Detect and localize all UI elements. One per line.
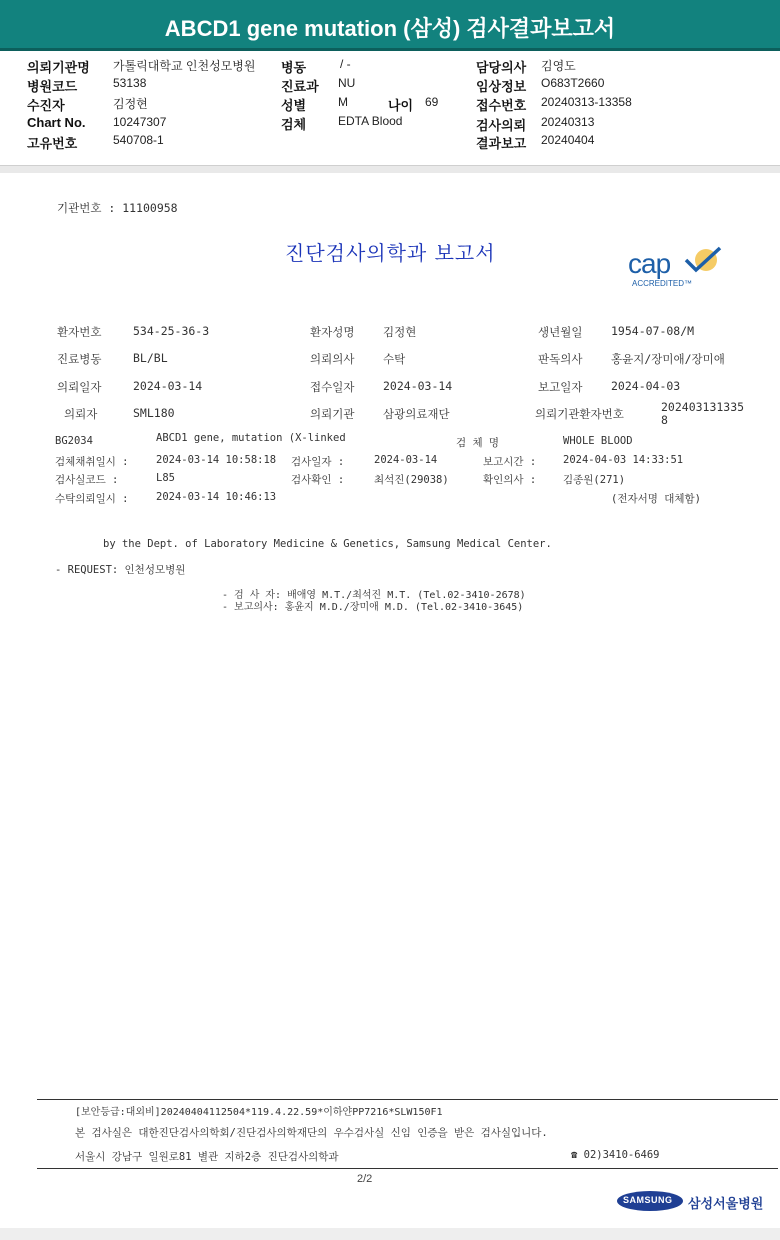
header-divider [0, 165, 780, 173]
label-ward: 병동 [281, 60, 307, 75]
value-chart-no: 10247307 [113, 115, 167, 129]
label-test-date: 검사일자 : [291, 456, 345, 468]
cap-logo-text: cap [628, 248, 671, 279]
report-title-bar [0, 0, 780, 51]
label-test-checker: 검사확인 : [291, 474, 345, 486]
value-attending-doctor: 김영도 [541, 59, 576, 73]
value-requesting-institution: 가톨릭대학교 인천성모병원 [113, 59, 256, 73]
value-sex: M [338, 95, 348, 109]
value-patient-number: 534-25-36-3 [133, 324, 210, 338]
label-sex: 성별 [281, 98, 307, 113]
value-report-date: 2024-04-03 [611, 379, 681, 393]
value-result-report: 20240404 [541, 133, 595, 147]
value-test-date: 2024-03-14 [374, 454, 438, 466]
label-requester: 의뢰자 [64, 407, 98, 421]
value-department: NU [338, 76, 356, 90]
value-patient-name: 김정현 [113, 97, 148, 111]
lab-phone: ☎ 02)3410-6469 [571, 1149, 660, 1161]
value-receipt-no: 20240313-13358 [541, 95, 632, 109]
value-age: 69 [425, 95, 439, 109]
value-org-patient-number-cont: 8 [661, 413, 668, 427]
label-clinical-info: 임상정보 [476, 79, 527, 94]
electronic-signature-note: (전자서명 대체함) [611, 493, 701, 505]
label-age: 나이 [388, 98, 414, 113]
value-reading-doctor: 홍윤지/장미애/장미애 [611, 352, 725, 366]
value-patient-fullname: 김정현 [383, 325, 417, 339]
label-lab-code: 검사실코드 : [55, 474, 119, 486]
label-receipt-no: 접수번호 [476, 98, 527, 113]
value-receipt-date: 2024-03-14 [383, 379, 453, 393]
report-header-title: ABCD1 gene mutation (삼성) 검사결과보고서 [164, 16, 616, 41]
label-birthdate: 생년월일 [538, 325, 583, 339]
value-test-checker: 최석진(29038) [374, 474, 449, 486]
value-requester: SML180 [133, 406, 175, 420]
security-stamp: [보안등급:대외비]20240404112504*119.4.22.59*이하얀PP7216*SLW150F1 [75, 1107, 443, 1118]
value-request-date: 2024-03-14 [133, 379, 203, 393]
certification-statement: 본 검사실은 대한진단검사의학회/진단검사의학재단의 우수검사실 신임 인증을 받은 검사실입니다. [75, 1127, 548, 1139]
staff-reporter-line: - 보고의사: 홍윤지 M.D./장미애 M.D. (Tel.02-3410-3645) [222, 602, 524, 613]
samsung-oval-text: SAMSUNG [623, 1195, 673, 1205]
page-bottom-band [0, 1228, 780, 1240]
label-report-date: 보고일자 [538, 380, 583, 394]
value-test-request: 20240313 [541, 115, 595, 129]
footer-bottom-divider [37, 1168, 778, 1169]
label-care-ward: 진료병동 [57, 352, 102, 366]
label-requesting-doctor: 의뢰의사 [310, 352, 355, 366]
label-patient-name: 수진자 [27, 98, 65, 113]
value-specimen: EDTA Blood [338, 114, 403, 128]
label-org-patient-number: 의뢰기관환자번호 [535, 407, 624, 421]
label-specimen: 검체 [281, 117, 307, 132]
value-confirm-doctor: 김종원(271) [563, 474, 626, 486]
label-report-time: 보고시간 : [483, 456, 537, 468]
label-unique-no: 고유번호 [27, 136, 78, 151]
footer-top-divider [37, 1099, 778, 1100]
cap-accredited-text: ACCREDITED™ [632, 279, 693, 288]
label-receipt-date: 접수일자 [310, 380, 355, 394]
value-lab-code: L85 [156, 472, 175, 484]
test-name: ABCD1 gene, mutation (X-linked [156, 432, 346, 444]
label-reading-doctor: 판독의사 [538, 352, 583, 366]
samsung-hospital-logo [617, 1190, 764, 1214]
request-line: - REQUEST: 인천성모병원 [55, 564, 186, 576]
value-care-ward: BL/BL [133, 351, 168, 365]
value-requesting-org: 삼광의료재단 [383, 407, 450, 421]
value-clinical-info: O683T2660 [541, 76, 605, 90]
label-hospital-code: 병원코드 [27, 79, 78, 94]
label-requesting-org: 의뢰기관 [310, 407, 355, 421]
test-code: BG2034 [55, 435, 93, 447]
label-attending-doctor: 담당의사 [476, 60, 527, 75]
value-requesting-doctor: 수탁 [383, 352, 406, 366]
value-specimen-name: WHOLE BLOOD [563, 435, 633, 447]
lab-address: 서울시 강남구 일원로81 별관 지하2층 진단검사의학과 [75, 1151, 339, 1163]
cap-accredited-logo [626, 246, 726, 290]
samsung-hospital-name: 삼성서울병원 [688, 1196, 764, 1211]
value-collection-time: 2024-03-14 10:58:18 [156, 454, 277, 466]
value-ward: / - [340, 57, 351, 71]
by-line: by the Dept. of Laboratory Medicine & Genetics, Samsung Medical Center. [103, 538, 552, 550]
label-patient-number: 환자번호 [57, 325, 102, 339]
label-consignment-time: 수탁의뢰일시 : [55, 493, 129, 505]
label-requesting-institution: 의뢰기관명 [27, 60, 90, 75]
value-birthdate: 1954-07-08/M [611, 324, 695, 338]
label-specimen-name: 검 체 명 [456, 437, 500, 449]
label-test-request: 검사의뢰 [476, 118, 527, 133]
value-consignment-time: 2024-03-14 10:46:13 [156, 491, 277, 503]
value-hospital-code: 53138 [113, 76, 147, 90]
label-collection-time: 검체채취일시 : [55, 456, 129, 468]
label-chart-no: Chart No. [27, 115, 86, 130]
value-report-time: 2024-04-03 14:33:51 [563, 454, 684, 466]
value-unique-no: 540708-1 [113, 133, 164, 147]
document-title: 진단검사의학과 보고서 [285, 241, 496, 265]
label-result-report: 결과보고 [476, 136, 527, 151]
page-number: 2/2 [357, 1173, 373, 1185]
staff-tester-line: - 검 사 자: 배애영 M.T./최석진 M.T. (Tel.02-3410-2678) [222, 590, 526, 601]
value-org-patient-number: 202403131335 [661, 400, 745, 414]
label-confirm-doctor: 확인의사 : [483, 474, 537, 486]
institution-number: 기관번호 : 11100958 [57, 201, 178, 215]
label-patient-fullname: 환자성명 [310, 325, 355, 339]
checkmark-badge-icon [682, 246, 724, 276]
label-request-date: 의뢰일자 [57, 380, 102, 394]
label-department: 진료과 [281, 79, 319, 94]
